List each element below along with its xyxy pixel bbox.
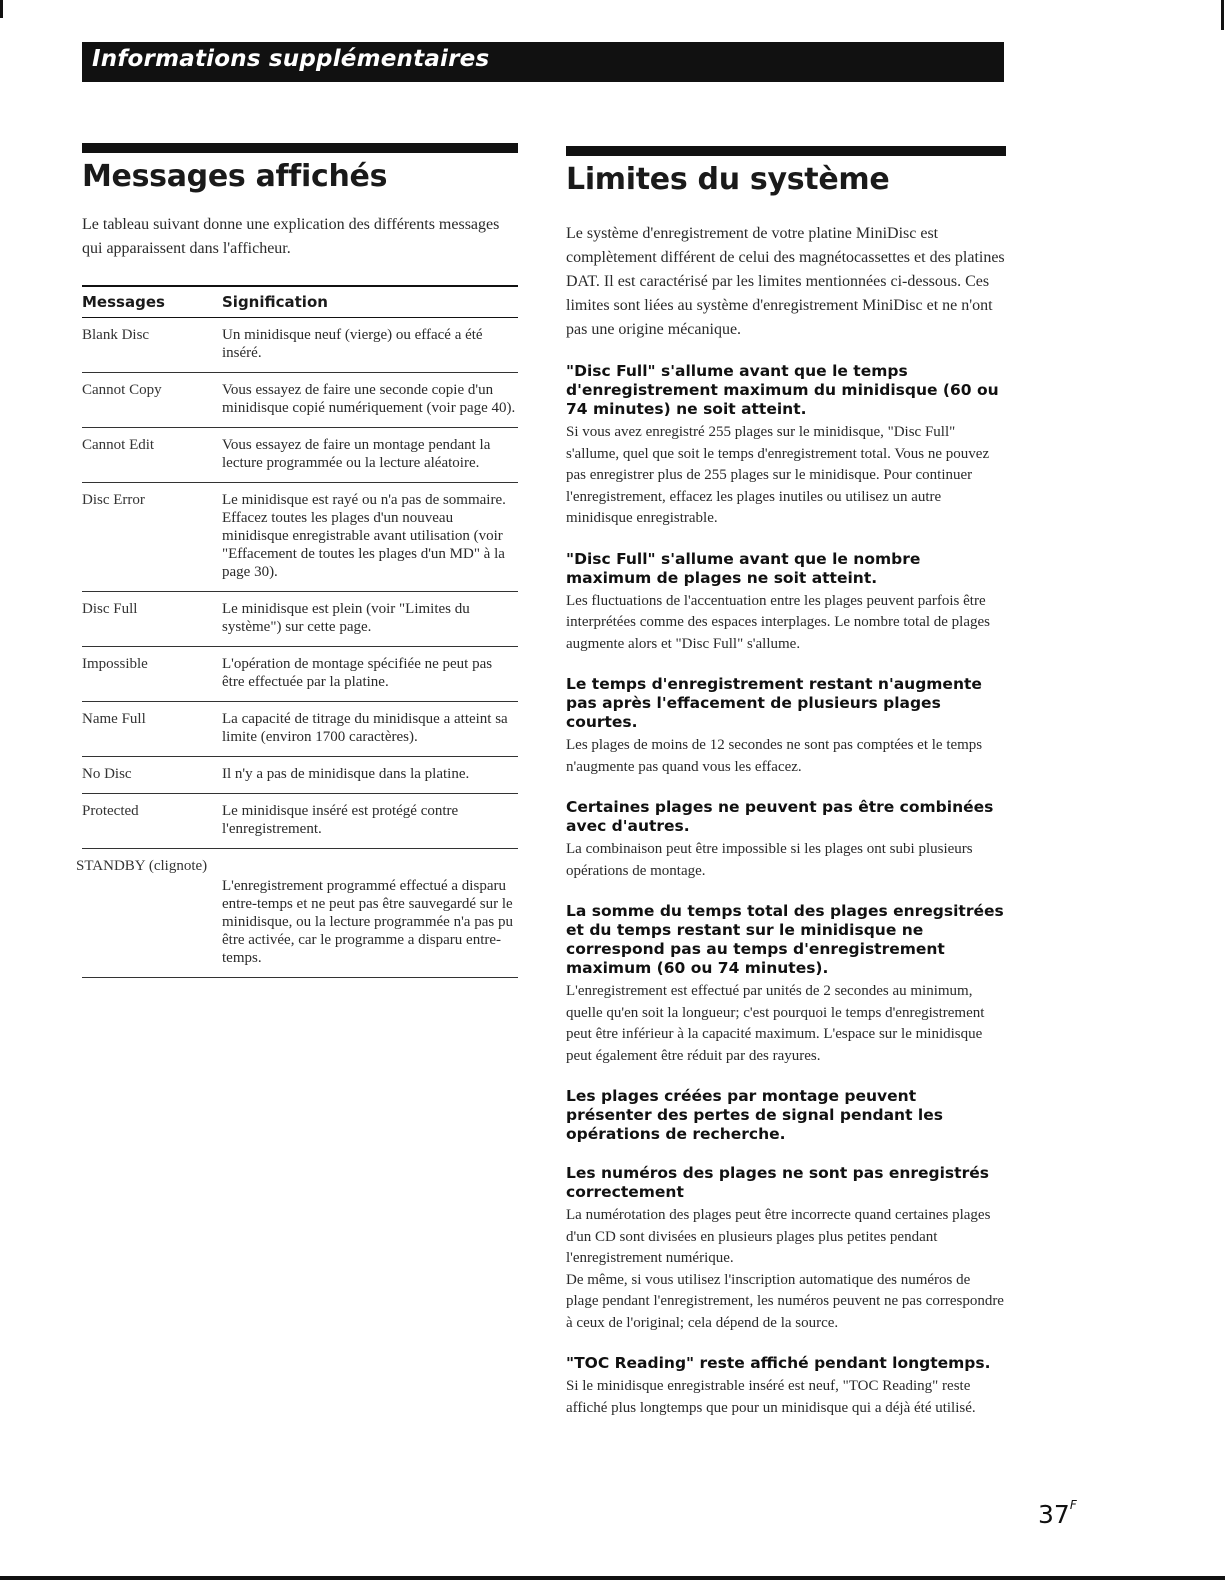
meaning-cell: L'opération de montage spécifiée ne peut pas être effectuée par la platine.: [222, 656, 493, 690]
limit-section: [566, 798, 1006, 882]
limit-body: L'enregistrement est effectué par unités de 2 secondes au minimum, quelle qu'en soit la longueur; c'est pourquoi le temps d'enregistrement peut être inférieur à la capacité maximum. L'espace sur le minidisque peut également être réduit par des rayures.: [566, 983, 985, 1064]
limit-section: [566, 550, 1006, 656]
message-cell: Protected: [82, 803, 139, 819]
limit-section: [566, 1164, 1006, 1334]
meaning-cell: Le minidisque inséré est protégé contre l'enregistrement.: [222, 803, 459, 837]
limit-heading: "Disc Full" s'allume avant que le temps d'enregistrement maximum du minidisque (60 ou 74 minutes) ne soit atteint.: [566, 362, 999, 418]
limits-intro: Le système d'enregistrement de votre platine MiniDisc est complètement différent de celui des magnétocassettes et des platines DAT. Il est caractérisé par les limites mentionnées ci-dessous. Ces limites sont liées au système d'enregistrement MiniDisc et ne n'ont pas une origine mécanique.: [566, 225, 1005, 338]
title-rule: [82, 143, 518, 153]
limit-section: [566, 675, 1006, 778]
section-header-bar: [82, 42, 1004, 82]
messages-intro: Le tableau suivant donne une explication des différents messages qui apparaissent dans l'afficheur.: [82, 216, 500, 257]
table-row: [76, 849, 518, 978]
meaning-cell: Il n'y a pas de minidisque dans la platine.: [222, 766, 470, 782]
table-row: [82, 592, 518, 647]
limit-body: La combinaison peut être impossible si les plages ont subi plusieurs opérations de montage.: [566, 841, 973, 879]
messages-table: [76, 285, 518, 978]
limits-column: [566, 146, 1006, 1419]
limit-section: [566, 1354, 1006, 1419]
bottom-edge-mark: [0, 1576, 1225, 1580]
limit-heading: Certaines plages ne peuvent pas être combinées avec d'autres.: [566, 798, 994, 835]
table-row: [82, 794, 518, 849]
limit-heading: "Disc Full" s'allume avant que le nombre maximum de plages ne soit atteint.: [566, 549, 921, 587]
limits-title: Limites du système: [566, 162, 890, 197]
limit-section: [566, 902, 1006, 1067]
message-cell: Blank Disc: [82, 327, 150, 343]
meaning-cell: Vous essayez de faire une seconde copie d'un minidisque copié numériquement (voir page 40).: [222, 382, 516, 416]
limit-body: Les fluctuations de l'accentuation entre les plages peuvent parfois être interprétées comme des espaces interplages. Le nombre total de plages augmente alors et "Disc Full" s'allume.: [566, 592, 990, 652]
message-cell: No Disc: [82, 766, 132, 782]
message-cell: Disc Error: [82, 492, 145, 508]
limit-body: Si le minidisque enregistrable inséré est neuf, "TOC Reading" reste affiché plus longtemps que pour un minidisque qui a déjà été utilisé.: [566, 1378, 976, 1416]
right-edge-mark: [1221, 0, 1224, 30]
limit-heading: Le temps d'enregistrement restant n'augmente pas après l'effacement de plusieurs plages courtes.: [566, 675, 982, 731]
table-row: [82, 373, 518, 428]
message-cell: Disc Full: [82, 601, 138, 617]
meaning-cell: Vous essayez de faire un montage pendant la lecture programmée ou la lecture aléatoire.: [222, 437, 491, 471]
message-cell: Name Full: [82, 711, 146, 727]
message-cell: Cannot Edit: [82, 437, 155, 453]
section-header-title: Informations supplémentaires: [92, 46, 490, 72]
limit-heading: La somme du temps total des plages enregsitrées et du temps restant sur le minidisque ne correspond pas au temps d'enregistrement maximum (60 ou 74 minutes).: [566, 902, 1004, 977]
message-cell: Impossible: [82, 656, 148, 672]
table-row: [82, 757, 518, 794]
left-edge-mark: [0, 0, 3, 18]
message-cell: STANDBY (clignote): [76, 858, 208, 874]
title-rule: [566, 146, 1006, 156]
limit-body: Les plages de moins de 12 secondes ne sont pas comptées et le temps n'augmente pas quand vous les effacez.: [566, 737, 983, 775]
limit-section: [566, 1087, 1006, 1144]
table-row: [82, 483, 518, 592]
meaning-cell: L'enregistrement programmé effectué a disparu entre-temps et ne peut pas être sauvegardé sur le minidisque, ou la lecture programmée n'a pas pu être activée, car le programme a disparu entre-temps.: [222, 878, 513, 966]
page-number: [1038, 1500, 1077, 1529]
table-row: [82, 318, 518, 373]
limit-body: Si vous avez enregistré 255 plages sur le minidisque, "Disc Full" s'allume, quel que soit le temps d'enregistrement total. Vous ne pouvez pas enregistrer plus de 255 plages sur le minidisque. Pour continuer l'enregistrement, effacez les plages inutiles ou utilisez un autre minidisque enregistrable.: [566, 424, 990, 526]
limit-body: La numérotation des plages peut être incorrecte quand certaines plages d'un CD sont divisées en plusieurs plages plus petites pendant l'enregistrement numérique. De même, si vous utilisez l'inscription automatique des numéros de plage pendant l'enregistrement, les numéros peuvent ne pas correspondre à ceux de l'original; cela dépend de la source.: [566, 1207, 1004, 1331]
meaning-cell: Le minidisque est plein (voir "Limites du système") sur cette page.: [222, 601, 470, 635]
limit-section: [566, 362, 1006, 530]
page-number-value: 37: [1038, 1500, 1070, 1529]
page-number-suffix: F: [1069, 1498, 1077, 1512]
message-cell: Cannot Copy: [82, 382, 162, 398]
meaning-cell: Le minidisque est rayé ou n'a pas de sommaire. Effacez toutes les plages d'un nouveau minidisque enregistrable avant utilisation (voir "Effacement de toutes les plages d'un MD" à la page 30).: [222, 492, 506, 580]
header-signification: Signification: [222, 293, 328, 311]
meaning-cell: La capacité de titrage du minidisque a atteint sa limite (environ 1700 caractères).: [222, 711, 508, 745]
table-row: [82, 428, 518, 483]
limit-heading: Les plages créées par montage peuvent présenter des pertes de signal pendant les opérations de recherche.: [566, 1087, 943, 1143]
messages-title: Messages affichés: [82, 159, 388, 194]
messages-column: [76, 143, 518, 978]
table-row: [82, 647, 518, 702]
table-header: [82, 287, 518, 318]
table-row: [82, 702, 518, 757]
limit-heading: "TOC Reading" reste affiché pendant longtemps.: [566, 1354, 991, 1372]
meaning-cell: Un minidisque neuf (vierge) ou effacé a été inséré.: [222, 327, 483, 361]
header-messages: Messages: [82, 293, 165, 311]
limit-heading: Les numéros des plages ne sont pas enregistrés correctement: [566, 1164, 989, 1201]
